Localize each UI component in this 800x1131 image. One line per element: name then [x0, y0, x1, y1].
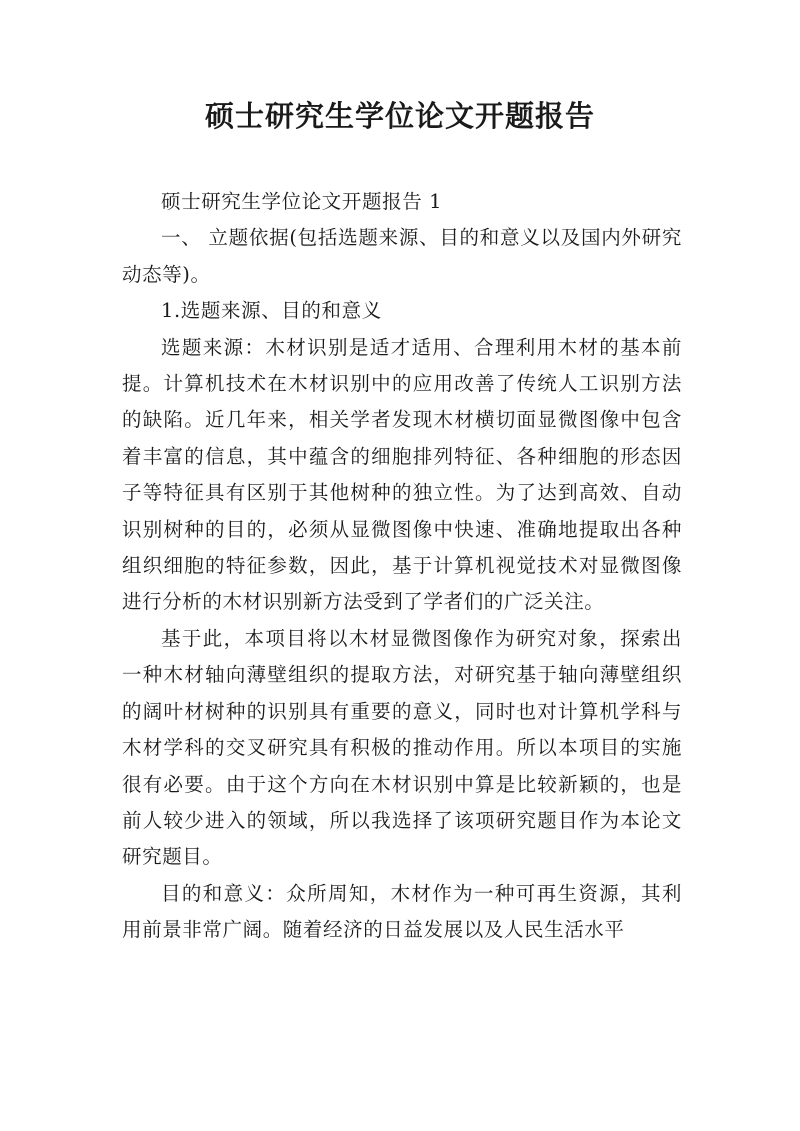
- paragraph-topic-source: 选题来源：木材识别是适才适用、合理利用木材的基本前提。计算机技术在木材识别中的应用改善了传统人工识别方法的缺陷。近几年来，相关学者发现木材横切面显微图像中包含着丰富的信息，其中蕴含的细胞排列特征、各种细胞的形态因子等特征具有区别于其他树种的独立性。为了达到高效、自动识别树种的目的，必须从显微图像中快速、准确地提取出各种组织细胞的特征参数，因此，基于计算机视觉技术对显微图像进行分析的木材识别新方法受到了学者们的广泛关注。: [122, 335, 682, 614]
- document-title: 硕士研究生学位论文开题报告: [204, 99, 595, 133]
- section-heading-basis: 一、 立题依据(包括选题来源、目的和意义以及国内外研究动态等)。: [122, 226, 682, 286]
- document-body: [122, 184, 682, 949]
- subsection-heading-source: 1.选题来源、目的和意义: [161, 299, 382, 323]
- paragraph-purpose-significance: 目的和意义：众所周知，木材作为一种可再生资源，其利用前景非常广阔。随着经济的日益发展以及人民生活水平: [122, 881, 682, 942]
- paragraph-project-basis: 基于此，本项目将以木材显微图像作为研究对象，探索出一种木材轴向薄壁组织的提取方法，对研究基于轴向薄壁组织的阔叶材树种的识别具有重要的意义，同时也对计算机学科与木材学科的交叉研究具有积极的推动作用。所以本项目的实施很有必要。由于这个方向在木材识别中算是比较新颖的，也是前人较少进入的领域，所以我选择了该项研究题目作为本论文研究题目。: [122, 626, 682, 869]
- report-subtitle: 硕士研究生学位论文开题报告 1: [161, 190, 443, 213]
